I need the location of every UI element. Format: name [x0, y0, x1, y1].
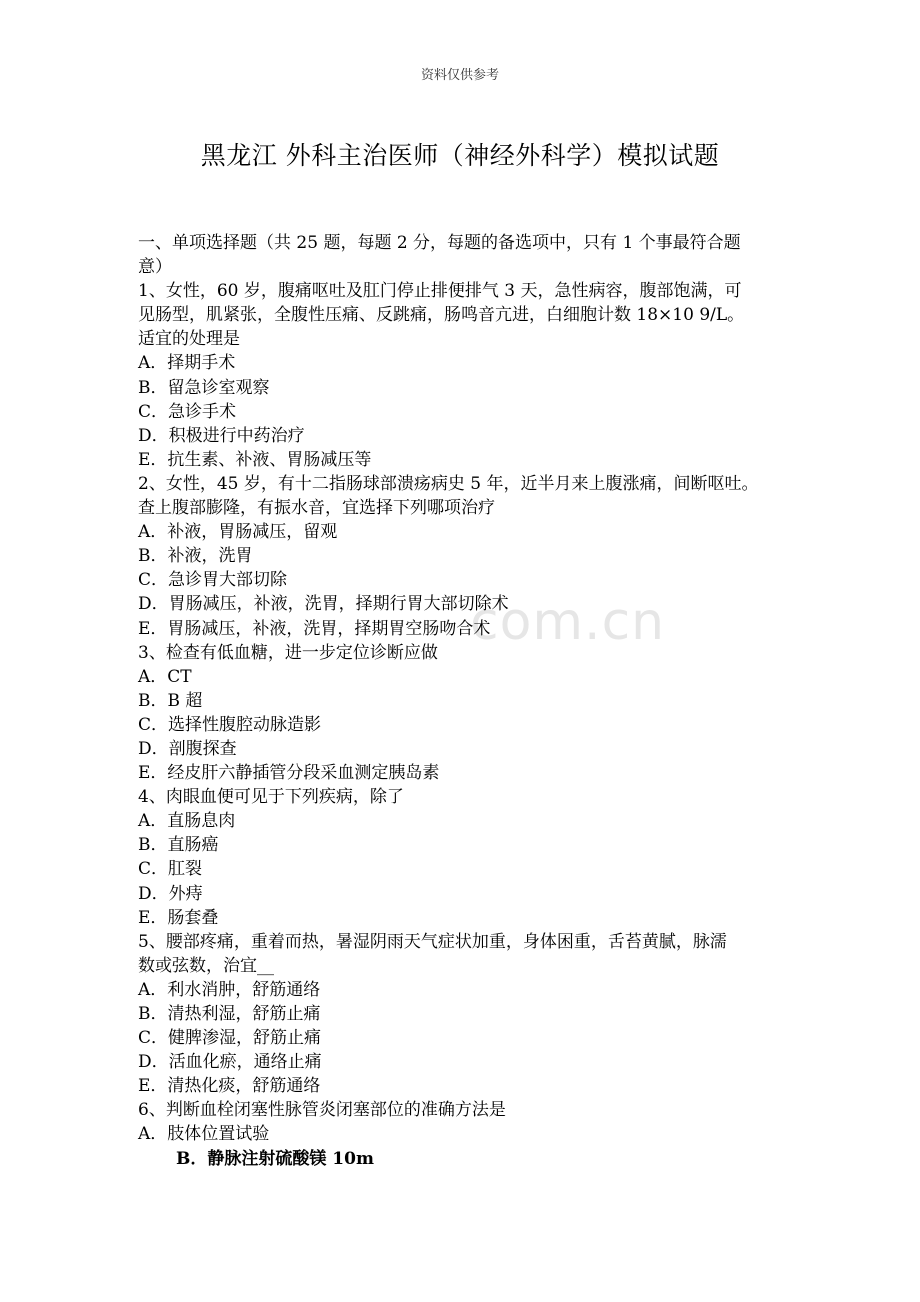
- question-4-option-a: A．直肠息肉: [138, 811, 236, 832]
- question-3-option-e: E．经皮肝六静插管分段采血测定胰岛素: [138, 763, 440, 784]
- question-1-option-c: C．急诊手术: [138, 401, 237, 422]
- question-2-stem: 查上腹部膨隆，有振水音，宜选择下列哪项治疗: [138, 498, 495, 519]
- question-4-option-d: D．外痔: [138, 883, 203, 904]
- question-5-option-a: A．利水消肿，舒筋通络: [138, 979, 321, 1000]
- question-2-stem: 2、女性，45 岁，有十二指肠球部溃疡病史 5 年，近半月来上腹涨痛，间断呕吐。: [138, 473, 759, 494]
- watermark: com.cn: [470, 592, 666, 652]
- question-3-option-a: A．CT: [138, 666, 192, 687]
- question-4-option-c: C．肛裂: [138, 859, 203, 880]
- question-1-stem: 适宜的处理是: [138, 329, 240, 350]
- question-6-stem: 6、判断血栓闭塞性脉管炎闭塞部位的准确方法是: [138, 1100, 506, 1121]
- question-3-option-d: D．剖腹探查: [138, 738, 237, 759]
- section-heading-line: 一、单项选择题（共 25 题，每题 2 分，每题的备选项中，只有 1 个事最符合题: [138, 233, 741, 253]
- question-1-option-e: E．抗生素、补液、胃肠减压等: [138, 449, 372, 470]
- question-5-option-d: D．活血化瘀，通络止痛: [138, 1052, 322, 1073]
- question-2-option-c: C．急诊胃大部切除: [138, 570, 288, 591]
- question-1-option-a: A．择期手术: [138, 353, 236, 374]
- page-title: 黑龙江 外科主治医师（神经外科学）模拟试题: [200, 141, 720, 170]
- question-2-option-d: D．胃肠减压，补液，洗胃，择期行胃大部切除术: [138, 594, 509, 615]
- question-2-option-e: E．胃肠减压，补液，洗胃，择期胃空肠吻合术: [138, 618, 491, 639]
- section-heading-line: 意）: [138, 257, 172, 278]
- question-3-option-c: C．选择性腹腔动脉造影: [138, 714, 322, 735]
- question-5-stem: 数或弦数，治宜__: [138, 955, 274, 976]
- document-body: [138, 231, 798, 1171]
- question-4-option-e: E．肠套叠: [138, 907, 219, 928]
- question-5-option-e: E．清热化痰，舒筋通络: [138, 1076, 321, 1097]
- question-5-stem: 5、腰部疼痛，重着而热，暑湿阴雨天气症状加重，身体困重，舌苔黄腻，脉濡: [138, 931, 727, 952]
- question-6-option-b: B．静脉注射硫酸镁 10m: [176, 1148, 374, 1169]
- header-note: 资料仅供参考: [420, 68, 499, 83]
- question-4-stem: 4、肉眼血便可见于下列疾病，除了: [138, 787, 404, 808]
- question-1-option-d: D．积极进行中药治疗: [138, 425, 305, 446]
- question-2-option-b: B．补液，洗胃: [138, 546, 253, 567]
- question-3-stem: 3、检查有低血糖，进一步定位诊断应做: [138, 642, 438, 663]
- question-1-option-b: B．留急诊室观察: [138, 377, 270, 398]
- question-3-option-b: B．B 超: [138, 690, 203, 711]
- question-6-option-a: A．肢体位置试验: [138, 1124, 270, 1145]
- question-4-option-b: B．直肠癌: [138, 835, 219, 856]
- question-1-stem: 见肠型，肌紧张，全腹性压痛、反跳痛，肠鸣音亢进，白细胞计数 18×10 9/L。: [138, 305, 745, 326]
- question-2-option-a: A．补液，胃肠减压，留观: [138, 522, 338, 543]
- question-5-option-b: B．清热利湿，舒筋止痛: [138, 1004, 321, 1024]
- question-1-stem: 1、女性，60 岁，腹痛呕吐及肛门停止排便排气 3 天，急性病容，腹部饱满，可: [138, 281, 742, 302]
- question-5-option-c: C．健脾渗湿，舒筋止痛: [138, 1028, 322, 1049]
